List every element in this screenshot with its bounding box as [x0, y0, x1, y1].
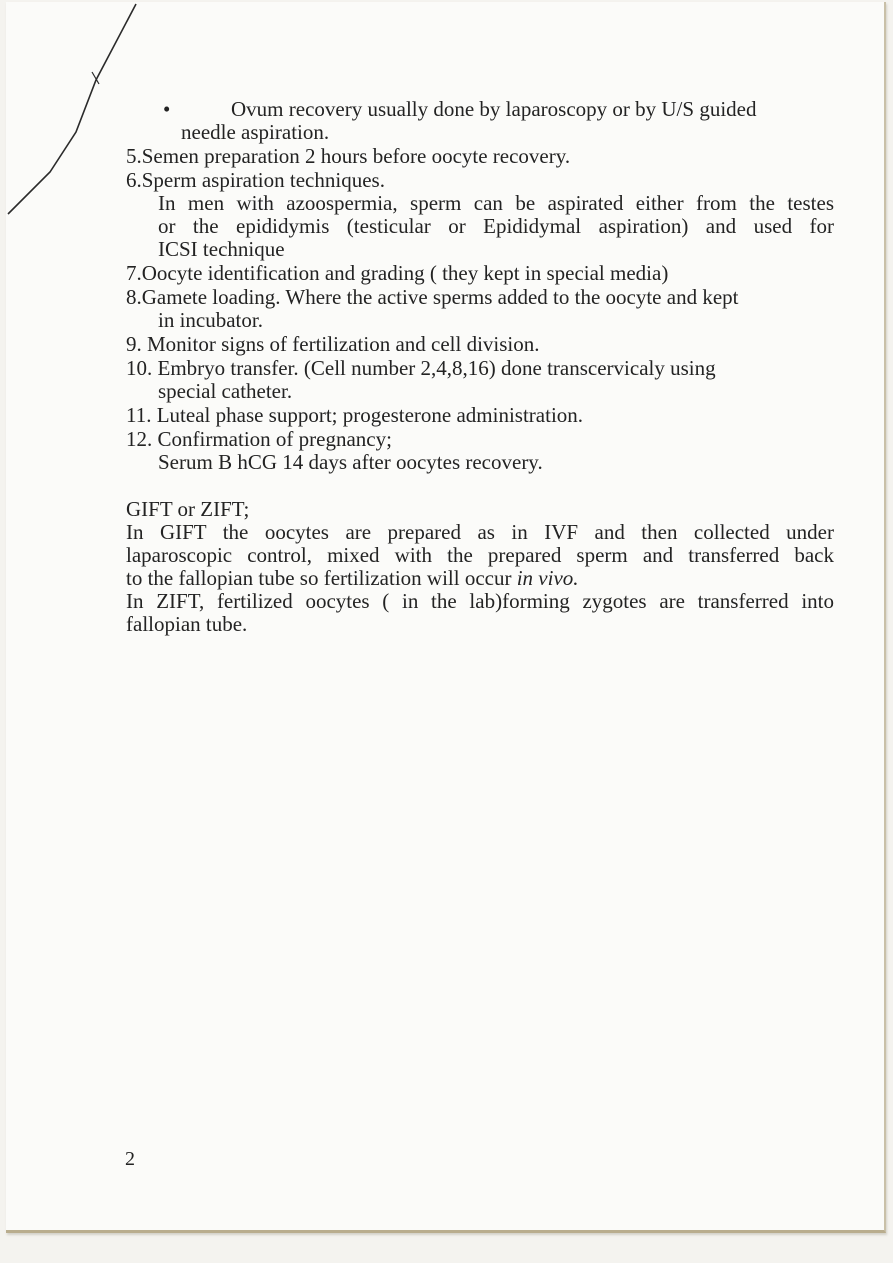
list-item-text: Monitor signs of fertilization and cell division. — [147, 332, 540, 356]
italic-term-in-vivo: in vivo. — [516, 566, 579, 590]
list-item-text: Semen preparation 2 hours before oocyte recovery. — [141, 144, 571, 168]
page-fold-mark — [6, 2, 146, 222]
list-item-8 — [126, 286, 834, 309]
list-item-number: 5. — [126, 144, 142, 168]
list-item-text: Sperm aspiration techniques. — [141, 168, 385, 192]
list-item-number: 6. — [126, 168, 142, 192]
list-item-text: Oocyte identification and grading ( they kept in special media) — [141, 261, 669, 285]
list-item-12-detail-line: Serum B hCG 14 days after oocytes recovery. — [158, 450, 543, 474]
list-item-12 — [126, 428, 834, 451]
gift-paragraph-line: In GIFT the oocytes are prepared as in IVF and then collected under — [126, 520, 834, 544]
list-item-text: Gamete loading. Where the active sperms added to the oocyte and kept — [141, 285, 739, 309]
list-item-10-continuation: special catheter. — [158, 379, 293, 403]
list-item-8-continuation: in incubator. — [158, 308, 263, 332]
gift-paragraph-line: to the fallopian tube so fertilization will occur in vivo. — [126, 566, 579, 590]
bullet-line-ovum-recovery: • Ovum recovery usually done by laparoscopy or by U/S guided — [163, 97, 757, 121]
list-item-number: 10. — [126, 356, 153, 380]
list-item-number: 12. — [126, 427, 153, 451]
list-item-number: 7. — [126, 261, 142, 285]
list-item-text: Luteal phase support; progesterone administration. — [156, 403, 584, 427]
list-item-number: 9. — [126, 332, 142, 356]
list-item-9 — [126, 333, 834, 356]
list-item-number: 11. — [126, 403, 152, 427]
list-item-text: Embryo transfer. (Cell number 2,4,8,16) done transcervicaly using — [157, 356, 716, 380]
list-item-6-detail-line: ICSI technique — [158, 237, 285, 261]
bullet-line-continuation: needle aspiration. — [181, 120, 330, 144]
zift-paragraph-line: In ZIFT, fertilized oocytes ( in the lab)forming zygotes are transferred into — [126, 589, 834, 613]
list-item-6-detail-line: In men with azoospermia, sperm can be aspirated either from the testes — [158, 191, 834, 215]
section-spacer — [126, 474, 834, 498]
list-item-6-detail-line: or the epididymis (testicular or Epididymal aspiration) and used for — [158, 214, 834, 238]
list-item-number: 8. — [126, 285, 142, 309]
zift-paragraph-line: fallopian tube. — [126, 612, 248, 636]
list-item-11 — [126, 404, 834, 427]
document-page — [6, 2, 886, 1233]
list-item-6 — [126, 169, 834, 192]
page-number: 2 — [125, 1148, 135, 1170]
list-item-10 — [126, 357, 834, 380]
bullet-icon: • — [163, 97, 171, 121]
section-heading-gift-zift: GIFT or ZIFT; — [126, 497, 250, 521]
gift-paragraph-line: laparoscopic control, mixed with the prepared sperm and transferred back — [126, 543, 834, 567]
list-item-text: Confirmation of pregnancy; — [157, 427, 392, 451]
list-item-5 — [126, 145, 834, 168]
list-item-7 — [126, 262, 834, 285]
document-body — [126, 98, 834, 636]
